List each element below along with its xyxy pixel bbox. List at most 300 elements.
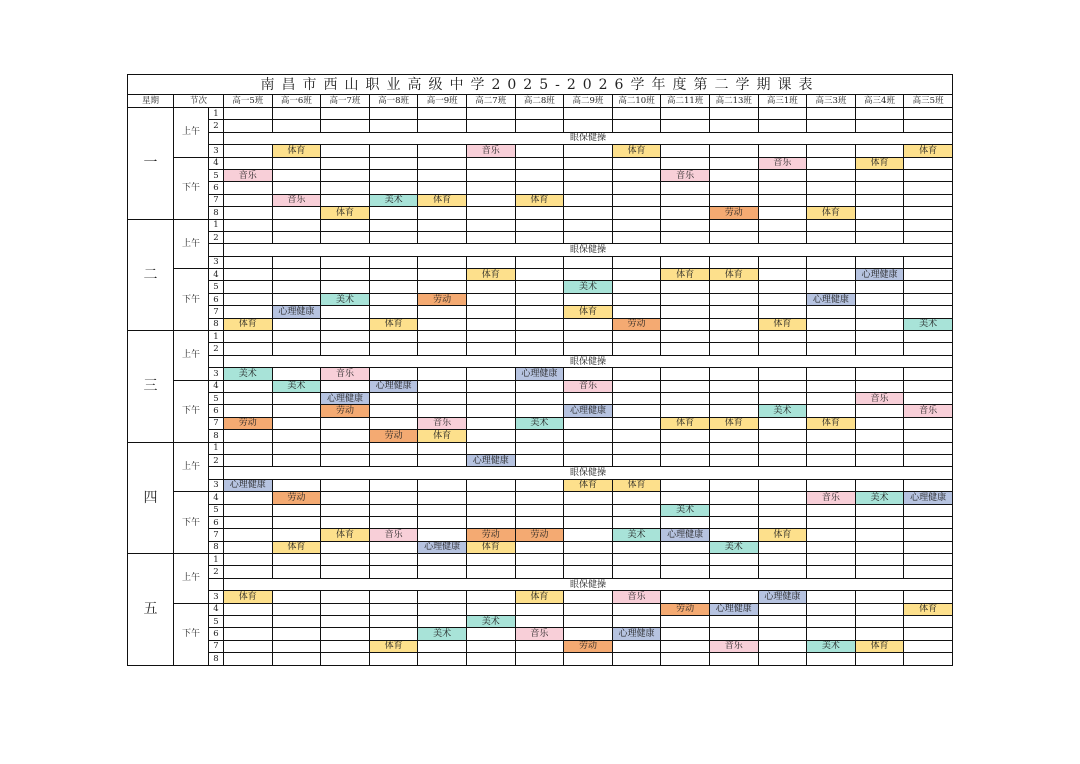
schedule-cell	[418, 479, 467, 491]
schedule-cell	[418, 380, 467, 392]
period-row	[128, 368, 953, 380]
schedule-cell	[661, 231, 710, 243]
schedule-cell	[418, 331, 467, 343]
schedule-cell	[224, 492, 273, 504]
schedule-cell	[855, 306, 904, 318]
class-header: 高二13班	[709, 95, 758, 108]
schedule-cell	[224, 616, 273, 628]
schedule-cell	[904, 331, 953, 343]
weekday-label: 五	[128, 554, 174, 666]
schedule-cell	[224, 566, 273, 578]
schedule-cell	[321, 157, 370, 169]
schedule-cell	[418, 566, 467, 578]
schedule-cell	[418, 591, 467, 603]
period-number: 4	[209, 492, 224, 504]
schedule-cell	[564, 145, 613, 157]
schedule-cell	[321, 616, 370, 628]
schedule-cell	[807, 430, 856, 442]
schedule-cell	[807, 219, 856, 231]
schedule-cell	[709, 157, 758, 169]
schedule-cell	[709, 405, 758, 417]
schedule-cell	[807, 380, 856, 392]
schedule-cell	[612, 169, 661, 181]
schedule-cell: 音乐	[466, 145, 515, 157]
class-header: 高一8班	[369, 95, 418, 108]
schedule-cell	[515, 306, 564, 318]
schedule-cell	[321, 120, 370, 132]
schedule-cell	[661, 653, 710, 665]
schedule-cell	[709, 331, 758, 343]
schedule-cell	[904, 392, 953, 404]
schedule-cell: 劳动	[369, 430, 418, 442]
class-header: 高一5班	[224, 95, 273, 108]
schedule-cell	[564, 293, 613, 305]
schedule-cell	[807, 454, 856, 466]
schedule-cell	[564, 269, 613, 281]
schedule-cell	[855, 430, 904, 442]
schedule-cell	[709, 368, 758, 380]
timetable-sheet	[127, 74, 952, 666]
schedule-cell	[758, 616, 807, 628]
schedule-cell	[418, 157, 467, 169]
schedule-cell	[709, 145, 758, 157]
schedule-cell	[466, 442, 515, 454]
schedule-cell	[272, 269, 321, 281]
schedule-cell	[709, 182, 758, 194]
schedule-cell: 体育	[418, 194, 467, 206]
schedule-cell	[369, 541, 418, 553]
schedule-cell: 心理健康	[224, 479, 273, 491]
schedule-cell	[369, 454, 418, 466]
schedule-cell	[612, 331, 661, 343]
schedule-cell	[612, 380, 661, 392]
schedule-cell	[564, 454, 613, 466]
schedule-cell	[709, 554, 758, 566]
class-header: 高三5班	[904, 95, 953, 108]
schedule-cell	[758, 417, 807, 429]
schedule-cell	[224, 454, 273, 466]
schedule-cell	[709, 616, 758, 628]
schedule-cell	[564, 157, 613, 169]
schedule-cell	[515, 430, 564, 442]
schedule-cell: 体育	[904, 145, 953, 157]
schedule-cell	[466, 207, 515, 219]
schedule-cell	[612, 194, 661, 206]
schedule-cell	[661, 207, 710, 219]
schedule-cell	[661, 454, 710, 466]
schedule-cell: 体育	[904, 603, 953, 615]
schedule-cell	[418, 454, 467, 466]
schedule-cell: 劳动	[272, 492, 321, 504]
schedule-cell	[612, 566, 661, 578]
period-number: 5	[209, 392, 224, 404]
schedule-cell	[904, 616, 953, 628]
period-number: 8	[209, 207, 224, 219]
schedule-cell	[855, 343, 904, 355]
schedule-cell: 体育	[709, 269, 758, 281]
schedule-cell	[807, 628, 856, 640]
schedule-cell: 体育	[855, 157, 904, 169]
schedule-cell	[369, 331, 418, 343]
schedule-cell	[661, 492, 710, 504]
schedule-cell	[758, 380, 807, 392]
schedule-cell	[272, 207, 321, 219]
schedule-cell	[904, 504, 953, 516]
period-number: 6	[209, 293, 224, 305]
schedule-cell	[807, 392, 856, 404]
schedule-cell	[321, 281, 370, 293]
schedule-cell	[709, 380, 758, 392]
schedule-cell: 音乐	[272, 194, 321, 206]
schedule-cell	[758, 640, 807, 652]
schedule-cell	[709, 231, 758, 243]
schedule-cell	[224, 157, 273, 169]
schedule-cell	[272, 343, 321, 355]
schedule-cell	[466, 479, 515, 491]
schedule-cell: 劳动	[321, 405, 370, 417]
schedule-cell	[709, 454, 758, 466]
schedule-cell	[564, 343, 613, 355]
schedule-cell	[515, 182, 564, 194]
schedule-cell	[758, 207, 807, 219]
schedule-cell	[758, 182, 807, 194]
schedule-cell	[855, 145, 904, 157]
period-number: 6	[209, 182, 224, 194]
schedule-cell	[515, 442, 564, 454]
schedule-cell	[466, 169, 515, 181]
schedule-cell	[661, 219, 710, 231]
schedule-cell	[661, 566, 710, 578]
schedule-cell	[272, 368, 321, 380]
schedule-cell: 心理健康	[855, 269, 904, 281]
schedule-cell	[466, 591, 515, 603]
schedule-cell	[466, 392, 515, 404]
schedule-cell	[321, 541, 370, 553]
schedule-cell	[369, 231, 418, 243]
schedule-cell	[661, 628, 710, 640]
schedule-cell	[661, 108, 710, 120]
schedule-cell	[515, 392, 564, 404]
schedule-cell	[418, 529, 467, 541]
eye-exercise-label: 眼保健操	[224, 578, 953, 590]
period-header: 节次	[174, 95, 224, 108]
schedule-cell	[515, 120, 564, 132]
period-row	[128, 269, 953, 281]
schedule-cell	[321, 182, 370, 194]
schedule-cell	[321, 454, 370, 466]
schedule-cell	[418, 554, 467, 566]
schedule-cell	[564, 219, 613, 231]
schedule-cell	[855, 256, 904, 268]
schedule-cell	[321, 108, 370, 120]
schedule-cell	[612, 516, 661, 528]
period-number: 6	[209, 405, 224, 417]
eye-exercise-label: 眼保健操	[224, 244, 953, 256]
schedule-cell	[709, 479, 758, 491]
schedule-cell	[904, 554, 953, 566]
schedule-cell	[758, 368, 807, 380]
schedule-cell	[904, 417, 953, 429]
schedule-cell: 体育	[758, 318, 807, 330]
period-row	[128, 529, 953, 541]
schedule-cell	[661, 368, 710, 380]
schedule-cell: 体育	[515, 591, 564, 603]
schedule-cell: 美术	[709, 541, 758, 553]
schedule-cell	[709, 628, 758, 640]
schedule-cell	[855, 454, 904, 466]
period-number: 2	[209, 120, 224, 132]
schedule-cell: 劳动	[466, 529, 515, 541]
schedule-cell	[661, 591, 710, 603]
period-number: 3	[209, 256, 224, 268]
schedule-cell	[272, 616, 321, 628]
schedule-cell	[758, 603, 807, 615]
schedule-cell: 体育	[272, 541, 321, 553]
period-number: 4	[209, 603, 224, 615]
afternoon-label: 下午	[174, 603, 209, 665]
schedule-cell	[709, 281, 758, 293]
schedule-cell	[709, 306, 758, 318]
schedule-cell	[224, 293, 273, 305]
schedule-cell	[466, 182, 515, 194]
schedule-cell	[661, 120, 710, 132]
schedule-cell	[855, 504, 904, 516]
schedule-cell: 心理健康	[612, 628, 661, 640]
schedule-cell	[904, 628, 953, 640]
schedule-cell	[758, 306, 807, 318]
schedule-cell	[224, 207, 273, 219]
period-number: 1	[209, 554, 224, 566]
schedule-cell	[369, 182, 418, 194]
schedule-cell	[369, 616, 418, 628]
period-number: 8	[209, 430, 224, 442]
schedule-cell	[515, 566, 564, 578]
eye-exercise-row	[128, 578, 953, 590]
schedule-cell: 体育	[466, 269, 515, 281]
weekday-label: 四	[128, 442, 174, 554]
schedule-cell	[272, 256, 321, 268]
schedule-cell	[564, 616, 613, 628]
schedule-cell	[515, 603, 564, 615]
schedule-cell	[612, 269, 661, 281]
schedule-cell	[612, 392, 661, 404]
schedule-cell	[418, 616, 467, 628]
schedule-cell	[369, 269, 418, 281]
schedule-cell	[224, 306, 273, 318]
schedule-cell	[515, 256, 564, 268]
schedule-cell	[758, 392, 807, 404]
schedule-cell	[321, 479, 370, 491]
schedule-cell: 心理健康	[661, 529, 710, 541]
schedule-cell	[515, 479, 564, 491]
schedule-cell	[369, 306, 418, 318]
schedule-cell	[661, 145, 710, 157]
schedule-cell	[661, 479, 710, 491]
schedule-cell	[709, 566, 758, 578]
schedule-cell	[904, 454, 953, 466]
schedule-cell	[418, 504, 467, 516]
schedule-cell	[612, 417, 661, 429]
schedule-cell	[369, 207, 418, 219]
schedule-cell	[272, 628, 321, 640]
schedule-cell	[855, 293, 904, 305]
period-row	[128, 306, 953, 318]
schedule-cell	[418, 281, 467, 293]
period-number: 3	[209, 145, 224, 157]
period-number: 4	[209, 157, 224, 169]
schedule-cell	[466, 318, 515, 330]
schedule-cell	[224, 108, 273, 120]
schedule-cell	[564, 554, 613, 566]
schedule-cell	[321, 231, 370, 243]
schedule-cell	[855, 120, 904, 132]
schedule-cell	[904, 380, 953, 392]
schedule-cell	[272, 281, 321, 293]
schedule-cell	[807, 182, 856, 194]
schedule-cell	[418, 603, 467, 615]
class-header: 高二10班	[612, 95, 661, 108]
schedule-cell	[661, 182, 710, 194]
schedule-cell	[418, 120, 467, 132]
schedule-cell	[904, 108, 953, 120]
schedule-cell	[758, 653, 807, 665]
schedule-cell: 美术	[321, 293, 370, 305]
period-number-blank	[209, 244, 224, 256]
period-number: 1	[209, 331, 224, 343]
schedule-cell	[855, 616, 904, 628]
afternoon-label: 下午	[174, 380, 209, 442]
schedule-cell	[369, 145, 418, 157]
schedule-cell	[466, 405, 515, 417]
schedule-cell: 音乐	[661, 169, 710, 181]
schedule-cell: 美术	[904, 318, 953, 330]
schedule-cell	[661, 256, 710, 268]
schedule-cell	[758, 343, 807, 355]
eye-exercise-row	[128, 132, 953, 144]
schedule-cell	[807, 516, 856, 528]
schedule-cell	[709, 529, 758, 541]
morning-label: 上午	[174, 108, 209, 158]
schedule-cell	[807, 529, 856, 541]
schedule-cell	[515, 380, 564, 392]
schedule-cell	[564, 541, 613, 553]
schedule-cell	[709, 318, 758, 330]
schedule-cell	[466, 417, 515, 429]
schedule-cell	[418, 145, 467, 157]
period-row	[128, 640, 953, 652]
schedule-cell	[612, 281, 661, 293]
schedule-cell	[758, 516, 807, 528]
eye-exercise-row	[128, 467, 953, 479]
schedule-cell	[272, 529, 321, 541]
schedule-cell	[904, 293, 953, 305]
schedule-cell: 音乐	[758, 157, 807, 169]
schedule-cell	[515, 281, 564, 293]
schedule-cell	[904, 640, 953, 652]
schedule-cell	[418, 182, 467, 194]
period-number: 5	[209, 504, 224, 516]
schedule-cell	[709, 219, 758, 231]
schedule-cell	[807, 231, 856, 243]
schedule-cell: 心理健康	[709, 603, 758, 615]
period-row	[128, 219, 953, 231]
schedule-cell	[224, 504, 273, 516]
schedule-cell: 心理健康	[515, 368, 564, 380]
schedule-cell	[758, 219, 807, 231]
schedule-cell	[224, 405, 273, 417]
schedule-cell: 美术	[807, 640, 856, 652]
period-number: 2	[209, 566, 224, 578]
schedule-cell	[904, 479, 953, 491]
schedule-cell	[224, 541, 273, 553]
period-number: 1	[209, 108, 224, 120]
period-number-blank	[209, 578, 224, 590]
schedule-cell	[904, 231, 953, 243]
schedule-cell	[564, 331, 613, 343]
period-row	[128, 207, 953, 219]
schedule-cell	[321, 256, 370, 268]
schedule-cell: 心理健康	[904, 492, 953, 504]
schedule-cell	[418, 207, 467, 219]
schedule-cell	[612, 219, 661, 231]
schedule-cell	[515, 343, 564, 355]
schedule-cell	[807, 603, 856, 615]
schedule-cell: 心理健康	[272, 306, 321, 318]
schedule-cell	[807, 504, 856, 516]
period-row	[128, 492, 953, 504]
schedule-cell	[272, 454, 321, 466]
schedule-cell	[612, 256, 661, 268]
schedule-cell	[321, 516, 370, 528]
period-number: 7	[209, 417, 224, 429]
period-row	[128, 554, 953, 566]
schedule-cell	[418, 231, 467, 243]
schedule-cell	[612, 182, 661, 194]
schedule-cell	[515, 640, 564, 652]
schedule-cell	[515, 157, 564, 169]
schedule-cell	[661, 318, 710, 330]
schedule-cell	[321, 318, 370, 330]
weekday-label: 三	[128, 331, 174, 443]
period-number: 7	[209, 194, 224, 206]
title-row	[128, 75, 953, 95]
schedule-cell	[272, 640, 321, 652]
schedule-cell	[515, 554, 564, 566]
schedule-cell	[904, 194, 953, 206]
weekday-label: 一	[128, 108, 174, 220]
schedule-cell	[466, 603, 515, 615]
schedule-cell	[855, 281, 904, 293]
schedule-cell	[564, 529, 613, 541]
schedule-cell: 体育	[418, 430, 467, 442]
period-number: 4	[209, 269, 224, 281]
page-title: 南昌市西山职业高级中学2025-2026学年度第二学期课表	[128, 75, 953, 95]
schedule-cell	[855, 368, 904, 380]
schedule-cell	[369, 566, 418, 578]
schedule-cell: 体育	[807, 207, 856, 219]
schedule-cell	[564, 653, 613, 665]
schedule-cell	[612, 442, 661, 454]
schedule-cell	[515, 516, 564, 528]
schedule-cell	[807, 616, 856, 628]
schedule-cell	[612, 541, 661, 553]
schedule-cell	[466, 554, 515, 566]
schedule-cell	[758, 566, 807, 578]
schedule-cell	[855, 566, 904, 578]
period-row	[128, 566, 953, 578]
schedule-cell	[272, 653, 321, 665]
schedule-cell	[904, 281, 953, 293]
